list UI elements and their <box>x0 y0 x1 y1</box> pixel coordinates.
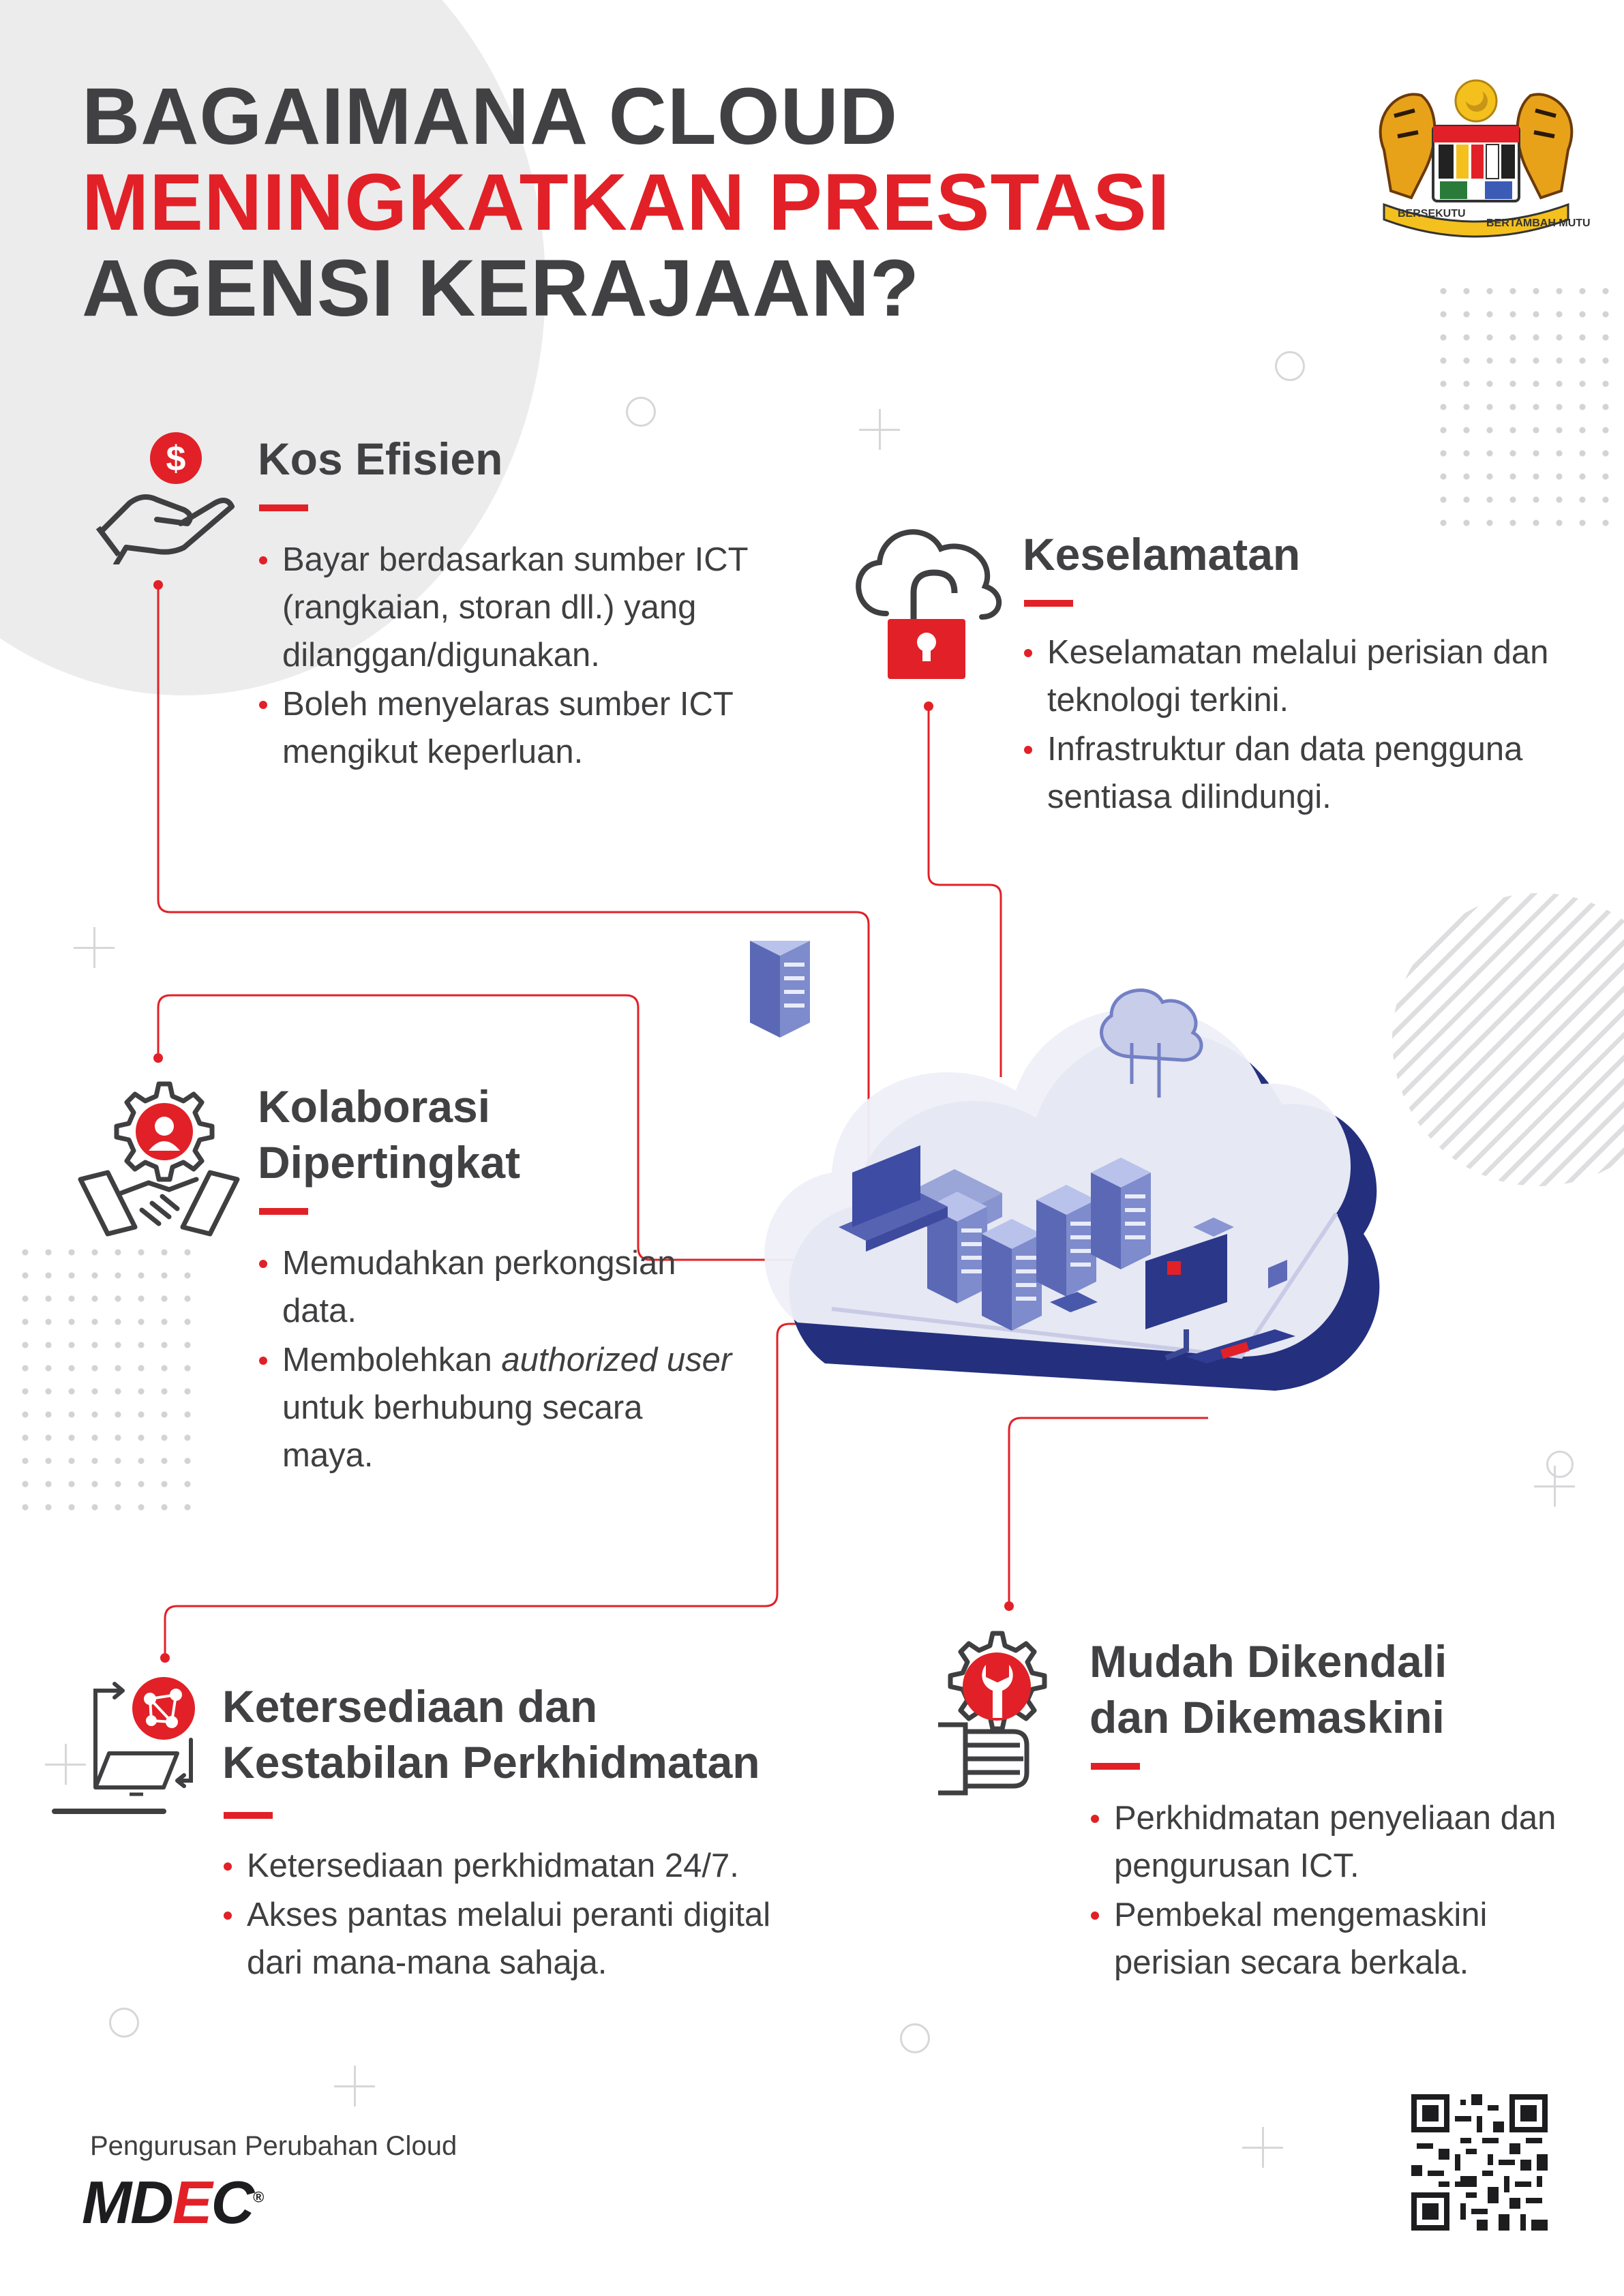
kolaborasi-title <box>258 1078 520 1190</box>
title-line-2: MENINGKATKAN PRESTASI <box>82 157 1171 247</box>
keselamatan-accent <box>1024 600 1073 607</box>
mdec-logo-c: C <box>211 2169 254 2236</box>
list-item: Memudahkan perkongsian data. <box>258 1239 735 1335</box>
kolaborasi-title-line-1: Kolaborasi <box>258 1081 491 1132</box>
list-item: Ketersediaan perkhidmatan 24/7. <box>222 1842 775 1890</box>
list-item-text: Membolehkan <box>282 1342 502 1378</box>
kolaborasi-accent <box>259 1208 308 1215</box>
kos-efisien-list <box>258 536 749 777</box>
list-item: Boleh menyelaras sumber ICT mengikut keperluan. <box>258 680 749 776</box>
ketersediaan-title-line-2: Kestabilan Perkhidmatan <box>222 1737 760 1787</box>
mdec-logo <box>82 2168 262 2237</box>
hand-coin-icon <box>95 428 245 564</box>
svg-text:$: $ <box>166 439 186 479</box>
mdec-logo-e: E <box>172 2169 211 2236</box>
list-item: Bayar berdasarkan sumber ICT (rangkaian, storan dll.) yang dilanggan/digunakan. <box>258 536 749 679</box>
keselamatan-title: Keselamatan <box>1023 529 1301 579</box>
gear-handshake-icon <box>74 1077 244 1241</box>
mudah-title <box>1089 1633 1447 1745</box>
mdec-registered-mark: ® <box>253 2188 263 2206</box>
mudah-title-line-2: dan Dikemaskini <box>1089 1692 1445 1742</box>
list-item-text: untuk berhubung secara maya. <box>282 1389 643 1474</box>
ketersediaan-title <box>222 1678 760 1790</box>
crest-motto-right: BERTAMBAH MUTU <box>1486 217 1591 229</box>
list-item: Akses pantas melalui peranti digital dari mana-mana sahaja. <box>222 1891 775 1987</box>
cloud-lock-icon <box>845 525 1009 683</box>
cloud-datacenter-illustration <box>750 941 1404 1520</box>
mudah-title-line-1: Mudah Dikendali <box>1089 1636 1447 1687</box>
kolaborasi-list <box>258 1239 735 1481</box>
title-line-3: AGENSI KERAJAAN? <box>82 243 920 333</box>
crest-motto-left: BERSEKUTU <box>1398 208 1466 220</box>
keselamatan-list <box>1023 629 1554 822</box>
ketersediaan-accent <box>224 1812 273 1819</box>
footer-caption: Pengurusan Perubahan Cloud <box>90 2131 457 2161</box>
list-item: Pembekal mengemaskini perisian secara berkala. <box>1089 1891 1580 1987</box>
gear-wrench-icon <box>931 1629 1054 1800</box>
ketersediaan-list <box>222 1842 775 1988</box>
list-item: Infrastruktur dan data pengguna sentiasa dilindungi. <box>1023 725 1554 821</box>
kos-efisien-accent <box>259 504 308 511</box>
mudah-list <box>1089 1794 1580 1988</box>
mudah-accent <box>1091 1763 1140 1770</box>
network-laptop-icon <box>48 1672 205 1835</box>
list-item <box>258 1336 735 1479</box>
qr-code[interactable] <box>1411 2094 1548 2231</box>
list-item: Perkhidmatan penyeliaan dan pengurusan ICT. <box>1089 1794 1580 1890</box>
list-item: Keselamatan melalui perisian dan teknologi terkini. <box>1023 629 1554 724</box>
ketersediaan-title-line-1: Ketersediaan dan <box>222 1681 598 1732</box>
list-item-emphasis: authorized user <box>501 1342 732 1378</box>
title-line-1: BAGAIMANA CLOUD <box>82 72 899 162</box>
mdec-logo-md: MD <box>82 2169 172 2236</box>
kos-efisien-title: Kos Efisien <box>258 434 503 484</box>
kolaborasi-title-line-2: Dipertingkat <box>258 1137 521 1188</box>
